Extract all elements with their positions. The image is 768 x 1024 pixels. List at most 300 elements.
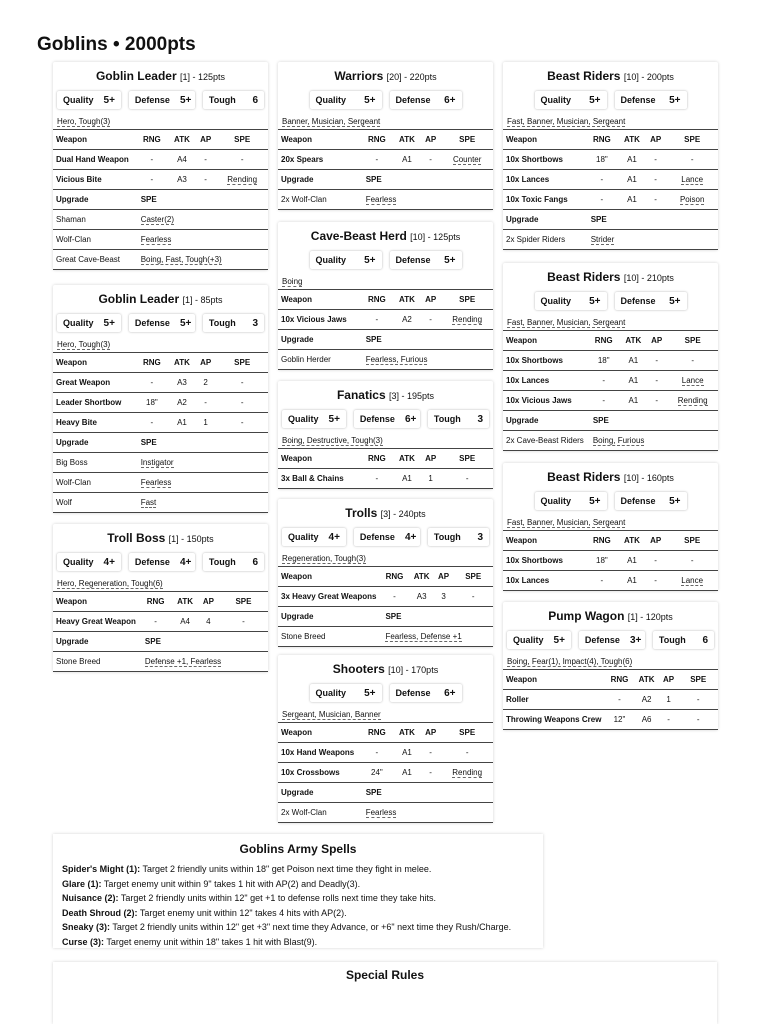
- special-rules-text: Boing, Destructive, Tough(3): [282, 436, 383, 445]
- weapon-rng: [360, 469, 394, 489]
- weapon-atk-text: A2: [641, 695, 652, 704]
- upgrade-spe: [139, 652, 268, 672]
- column-header: RNG: [360, 723, 394, 743]
- stat-value: 5+: [364, 687, 376, 699]
- weapon-ap: [195, 150, 217, 170]
- weapon-rng-text: -: [150, 378, 154, 387]
- spell-text: Target 2 friendly units within 18" get Poison next time they fight in melee.: [140, 864, 432, 874]
- weapon-name-text: 3x Heavy Great Weapons: [281, 592, 377, 601]
- upgrade-spe: [135, 230, 268, 250]
- unit-name: Cave-Beast Herd: [310, 229, 407, 243]
- stat-quality: [310, 684, 382, 702]
- column-header: Weapon: [503, 531, 585, 551]
- weapon-spe-text: -: [242, 617, 245, 626]
- stat-label: Defense: [134, 95, 170, 105]
- weapons-header-row: [503, 531, 718, 551]
- unit-points: [3] - 240pts: [380, 509, 426, 519]
- upgrade-name-text: 2x Wolf-Clan: [281, 808, 327, 817]
- spell-item: [53, 891, 543, 906]
- unit-points: [1] - 150pts: [168, 534, 214, 544]
- upgrade-spe-header: SPE: [360, 330, 493, 350]
- weapon-spe: [667, 371, 718, 391]
- weapon-row: [503, 351, 718, 371]
- special-rules-text: Sergeant, Musician, Banner: [282, 710, 381, 719]
- stat-defense: [129, 314, 195, 332]
- column-header: RNG: [585, 531, 619, 551]
- weapon-ap: [420, 469, 442, 489]
- weapon-ap: [645, 571, 667, 591]
- unit-points: [10] - 200pts: [623, 72, 674, 82]
- upgrade-row: [53, 210, 268, 230]
- weapon-atk-text: A1: [402, 155, 412, 164]
- weapon-atk-text: A3: [177, 378, 187, 387]
- upgrade-header-row: [278, 330, 493, 350]
- stat-defense: [354, 410, 420, 428]
- upgrade-name-text: Goblin Herder: [281, 355, 331, 364]
- upgrade-name: [278, 803, 360, 823]
- weapon-spe-text: Rending: [677, 396, 708, 405]
- upgrade-spe: [360, 350, 493, 370]
- weapon-name-text: Vicious Bite: [56, 175, 102, 184]
- stat-value: 6: [252, 556, 258, 568]
- weapon-name-text: 10x Vicious Jaws: [506, 396, 572, 405]
- weapons-header-row: [278, 290, 493, 310]
- stat-defense: [354, 528, 420, 546]
- upgrade-spe-text: Fearless, Defense +1: [385, 632, 462, 641]
- weapon-atk: [619, 551, 645, 571]
- special-rules-title: Special Rules: [345, 968, 425, 982]
- stat-value: 4+: [103, 556, 115, 568]
- weapon-name-text: Great Weapon: [56, 378, 111, 387]
- weapon-rng: [135, 393, 169, 413]
- column-header: ATK: [394, 449, 420, 469]
- stat-label: Tough: [433, 532, 461, 542]
- stat-label: Defense: [134, 318, 170, 328]
- stat-label: Defense: [584, 635, 620, 645]
- page-title: Goblins • 2000pts: [37, 34, 196, 55]
- upgrade-spe-text: Defense +1, Fearless: [144, 657, 222, 666]
- weapon-ap: [198, 612, 219, 632]
- spell-name: Death Shroud (2):: [62, 907, 138, 918]
- special-rules-text: Hero, Tough(3): [57, 117, 111, 126]
- weapon-atk: [619, 190, 645, 210]
- weapon-name: [53, 170, 135, 190]
- upgrade-header: Upgrade: [278, 170, 360, 190]
- upgrade-spe: [360, 190, 493, 210]
- unit-card-cave-beast-herd: [278, 222, 493, 370]
- unit-stats: [503, 292, 718, 310]
- unit-special-rules: [503, 653, 718, 670]
- weapon-name: [278, 310, 360, 330]
- weapons-table: [503, 531, 718, 591]
- stat-quality: [57, 314, 121, 332]
- weapon-atk-text: A1: [402, 474, 412, 483]
- upgrade-name-text: Shaman: [56, 215, 86, 224]
- spell-name: Sneaky (3):: [62, 922, 111, 932]
- spell-text: Target 2 friendly units within 12" get +3" next time they Advance, or +6" next time they Rush/Charge.: [110, 922, 512, 932]
- weapons-table: [503, 331, 718, 451]
- weapon-name: [53, 373, 135, 393]
- weapon-ap-text: -: [429, 315, 432, 324]
- stat-value: 5+: [103, 94, 115, 106]
- weapon-spe-text: -: [696, 715, 700, 724]
- weapon-ap-text: -: [204, 175, 207, 184]
- stat-value: 5+: [589, 94, 601, 106]
- weapon-name: [503, 690, 604, 710]
- weapon-spe-text: -: [696, 695, 700, 704]
- column-header: Weapon: [53, 592, 139, 612]
- weapon-rng: [139, 612, 172, 632]
- stat-label: Tough: [433, 414, 461, 424]
- unit-special-rules: [53, 575, 268, 592]
- weapon-name-text: 10x Lances: [506, 376, 550, 385]
- weapon-spe-text: -: [240, 418, 244, 427]
- weapon-name: [503, 170, 585, 190]
- spell-item: [53, 920, 543, 935]
- stat-value: 3+: [629, 634, 642, 646]
- upgrade-spe-header: SPE: [360, 783, 493, 803]
- weapon-spe: [441, 150, 493, 170]
- upgrade-row: [53, 493, 268, 513]
- spell-name: Glare (1):: [62, 878, 102, 889]
- weapon-atk-text: A1: [627, 556, 637, 565]
- weapon-ap: [420, 743, 442, 763]
- weapon-name: [53, 612, 139, 632]
- weapon-rng: [360, 743, 394, 763]
- weapon-ap: [645, 190, 667, 210]
- column-header: ATK: [394, 130, 420, 150]
- weapon-rng: [587, 391, 621, 411]
- stat-value: 5+: [589, 295, 601, 307]
- column-header: AP: [645, 531, 667, 551]
- upgrade-name-text: Wolf: [56, 498, 72, 507]
- weapon-atk-text: A3: [416, 592, 427, 601]
- weapon-rng: [585, 170, 619, 190]
- unit-name: Beast Riders: [547, 470, 621, 484]
- unit-card-beast-riders-1: [503, 62, 718, 250]
- unit-header: [503, 602, 718, 631]
- upgrade-name-text: Big Boss: [56, 458, 88, 467]
- weapon-rng-text: 24": [371, 768, 383, 777]
- stat-defense: [129, 553, 195, 571]
- column-header: AP: [420, 130, 442, 150]
- spell-text: Target enemy unit within 9" takes 1 hit with AP(2) and Deadly(3).: [101, 878, 361, 889]
- column-header: SPE: [666, 531, 718, 551]
- stat-label: Quality: [315, 688, 347, 698]
- weapon-row: [53, 413, 268, 433]
- upgrade-name: [53, 493, 135, 513]
- stat-label: Quality: [513, 635, 544, 645]
- stat-label: Quality: [540, 496, 572, 506]
- upgrade-spe-text: Strider: [590, 235, 615, 244]
- weapon-ap-text: 3: [441, 592, 446, 601]
- weapon-name-text: 10x Shortbows: [506, 556, 563, 565]
- stat-tough: [653, 631, 714, 649]
- weapon-rng-text: 18": [596, 556, 608, 565]
- weapon-name-text: 20x Spears: [281, 155, 324, 164]
- weapon-atk-text: A1: [627, 175, 637, 184]
- column-header: AP: [195, 130, 217, 150]
- unit-points: [1] - 120pts: [627, 612, 673, 622]
- unit-points: [10] - 125pts: [410, 232, 461, 242]
- stat-label: Defense: [620, 95, 656, 105]
- unit-name: Warriors: [334, 69, 384, 83]
- weapon-spe: [666, 170, 718, 190]
- weapon-name: [503, 190, 585, 210]
- weapons-table: [278, 130, 493, 210]
- weapons-table: [503, 670, 718, 730]
- weapon-spe-text: Rending: [227, 175, 258, 184]
- stat-label: Defense: [359, 414, 395, 424]
- stat-quality: [310, 91, 382, 109]
- upgrade-spe-text: Fearless: [365, 808, 397, 817]
- upgrade-header-row: [278, 607, 493, 627]
- weapon-atk-text: A1: [402, 748, 412, 757]
- stat-quality: [282, 410, 346, 428]
- weapon-name-text: 10x Lances: [506, 175, 550, 184]
- unit-stats: [53, 314, 268, 332]
- unit-stats: [503, 492, 718, 510]
- unit-points: [1] - 125pts: [180, 72, 226, 82]
- upgrade-row: [53, 473, 268, 493]
- weapon-atk-text: A3: [177, 175, 187, 184]
- upgrade-name: [503, 431, 587, 451]
- weapon-name-text: Roller: [506, 695, 529, 704]
- weapon-rng-text: -: [150, 175, 154, 184]
- weapon-spe-text: -: [240, 378, 244, 387]
- column-header: AP: [659, 670, 679, 690]
- stat-label: Tough: [658, 635, 686, 645]
- weapon-atk: [169, 170, 195, 190]
- weapon-rng-text: 18": [597, 356, 610, 365]
- unit-points: [10] - 210pts: [623, 273, 674, 283]
- weapons-header-row: [278, 130, 493, 150]
- weapon-name-text: Leader Shortbow: [56, 398, 122, 407]
- stat-label: Quality: [315, 95, 347, 105]
- upgrade-spe: [135, 250, 268, 270]
- column-header: Weapon: [53, 353, 135, 373]
- upgrade-spe-text: Fearless: [140, 235, 172, 244]
- upgrade-row: [278, 190, 493, 210]
- column-header: SPE: [453, 567, 493, 587]
- weapon-row: [503, 150, 718, 170]
- stat-value: 6+: [404, 413, 417, 425]
- column-header: RNG: [379, 567, 409, 587]
- weapon-ap: [195, 373, 217, 393]
- column-header: Weapon: [53, 130, 135, 150]
- upgrade-spe-text: Boing, Furious: [592, 436, 645, 445]
- stat-value: 5+: [669, 94, 681, 106]
- weapon-atk-text: A4: [180, 617, 190, 626]
- weapon-rng-text: -: [150, 155, 154, 164]
- stat-value: 5+: [328, 413, 340, 425]
- weapon-spe: [667, 391, 718, 411]
- upgrade-spe: [135, 210, 268, 230]
- weapon-ap-text: -: [654, 576, 657, 585]
- weapon-spe-text: -: [690, 556, 694, 565]
- weapon-ap: [645, 150, 667, 170]
- weapon-rng: [360, 763, 394, 783]
- unit-card-pump-wagon: [503, 602, 718, 730]
- weapon-atk-text: A4: [177, 155, 187, 164]
- weapon-rng: [379, 587, 409, 607]
- spell-text: Target enemy unit within 12" takes 4 hits with AP(2).: [137, 907, 347, 918]
- unit-special-rules: [278, 273, 493, 290]
- stat-label: Quality: [63, 318, 94, 328]
- upgrade-name-text: 2x Spider Riders: [506, 235, 566, 244]
- weapon-name-text: Dual Hand Weapon: [56, 155, 129, 164]
- weapon-name-text: 10x Lances: [506, 576, 550, 585]
- weapon-spe: [216, 373, 268, 393]
- weapon-rng: [135, 150, 169, 170]
- column-header: ATK: [619, 531, 645, 551]
- weapon-spe: [441, 469, 493, 489]
- stat-defense: [579, 631, 645, 649]
- stat-quality: [535, 492, 607, 510]
- weapon-row: [53, 393, 268, 413]
- weapons-table: [278, 567, 493, 647]
- unit-name: Pump Wagon: [548, 609, 625, 623]
- upgrade-name-text: Wolf-Clan: [56, 235, 91, 244]
- weapon-name-text: 10x Toxic Fangs: [506, 195, 568, 204]
- upgrade-header: Upgrade: [503, 411, 587, 431]
- stat-tough: [203, 91, 264, 109]
- spell-item: [53, 935, 543, 950]
- weapon-rng-text: -: [375, 748, 379, 757]
- weapon-name: [503, 351, 587, 371]
- column-header: RNG: [360, 290, 394, 310]
- unit-card-goblin-leader-2: [53, 285, 268, 513]
- weapon-row: [53, 373, 268, 393]
- weapon-ap: [646, 371, 667, 391]
- weapon-atk: [635, 690, 659, 710]
- column-header: AP: [420, 723, 442, 743]
- unit-stats: [278, 528, 493, 546]
- stat-value: 3: [477, 413, 483, 425]
- weapon-spe: [216, 150, 268, 170]
- weapon-name: [278, 743, 360, 763]
- stat-defense: [615, 91, 687, 109]
- weapon-rng-text: -: [600, 576, 604, 585]
- weapon-atk: [619, 170, 645, 190]
- weapon-row: [278, 310, 493, 330]
- weapon-spe-text: -: [240, 398, 244, 407]
- upgrade-header-row: [53, 632, 268, 652]
- stat-tough: [428, 528, 489, 546]
- column-header: ATK: [394, 290, 420, 310]
- unit-card-beast-riders-3: [503, 463, 718, 591]
- weapon-name: [278, 763, 360, 783]
- stat-label: Defense: [620, 496, 656, 506]
- weapon-rng-text: -: [600, 175, 604, 184]
- unit-points: [10] - 160pts: [623, 473, 674, 483]
- weapon-ap: [195, 413, 217, 433]
- weapon-spe: [216, 393, 268, 413]
- weapon-name-text: Heavy Bite: [56, 418, 97, 427]
- unit-header: [53, 62, 268, 91]
- unit-header: [53, 285, 268, 314]
- spell-name: Spider's Might (1):: [62, 864, 141, 874]
- weapon-spe-text: Lance: [681, 576, 704, 585]
- stat-label: Defense: [395, 95, 431, 105]
- weapon-spe-text: -: [690, 155, 694, 164]
- column-header: AP: [198, 592, 219, 612]
- spell-item: [53, 862, 543, 877]
- unit-card-goblin-leader-1: [53, 62, 268, 270]
- weapon-spe: [219, 612, 268, 632]
- column-header: SPE: [441, 723, 493, 743]
- stat-label: Defense: [134, 557, 170, 567]
- upgrade-row: [503, 230, 718, 250]
- column-header: Weapon: [278, 290, 360, 310]
- column-header: Weapon: [278, 449, 360, 469]
- upgrade-spe-header: SPE: [587, 411, 718, 431]
- unit-stats: [278, 684, 493, 702]
- column-header: RNG: [360, 130, 394, 150]
- weapon-ap: [645, 170, 667, 190]
- stat-value: 5+: [444, 254, 456, 266]
- stat-label: Defense: [359, 532, 395, 542]
- unit-special-rules: [53, 336, 268, 353]
- upgrade-name-text: Great Cave-Beast: [56, 255, 121, 264]
- weapons-header-row: [278, 723, 493, 743]
- upgrade-row: [503, 431, 718, 451]
- weapon-name-text: 10x Shortbows: [506, 356, 563, 365]
- weapon-atk: [394, 150, 420, 170]
- weapon-ap-text: -: [655, 396, 659, 405]
- upgrade-header: Upgrade: [278, 330, 360, 350]
- column-header: Weapon: [278, 723, 360, 743]
- upgrade-name: [53, 473, 135, 493]
- upgrade-name-text: Stone Breed: [281, 632, 326, 641]
- weapons-table: [278, 290, 493, 370]
- upgrade-spe-header: SPE: [135, 190, 268, 210]
- weapon-rng-text: -: [600, 195, 604, 204]
- weapon-ap: [645, 551, 667, 571]
- weapon-rng-text: -: [602, 396, 606, 405]
- stat-value: 5+: [589, 495, 601, 507]
- weapon-rng: [360, 310, 394, 330]
- stat-defense: [615, 292, 687, 310]
- weapon-rng: [585, 150, 619, 170]
- upgrade-spe-header: SPE: [585, 210, 718, 230]
- upgrade-spe-text: Fearless: [365, 195, 397, 204]
- upgrade-spe: [135, 453, 268, 473]
- weapon-name: [503, 391, 587, 411]
- upgrade-header-row: [278, 170, 493, 190]
- weapon-ap-text: -: [204, 398, 207, 407]
- upgrade-spe: [135, 473, 268, 493]
- weapon-name: [503, 371, 587, 391]
- upgrade-header: Upgrade: [278, 607, 379, 627]
- weapon-atk: [172, 612, 197, 632]
- weapons-header-row: [53, 592, 268, 612]
- stat-label: Defense: [620, 296, 656, 306]
- weapon-atk-text: A2: [177, 398, 187, 407]
- weapon-spe: [453, 587, 493, 607]
- weapons-header-row: [53, 130, 268, 150]
- upgrade-row: [278, 627, 493, 647]
- spells-title: Goblins Army Spells: [239, 842, 357, 856]
- unit-stats: [53, 91, 268, 109]
- weapon-atk: [619, 150, 645, 170]
- upgrade-row: [53, 652, 268, 672]
- column-header: ATK: [172, 592, 197, 612]
- weapon-ap: [659, 710, 679, 730]
- weapon-ap-text: -: [654, 556, 657, 565]
- weapon-ap: [434, 587, 454, 607]
- weapon-row: [503, 170, 718, 190]
